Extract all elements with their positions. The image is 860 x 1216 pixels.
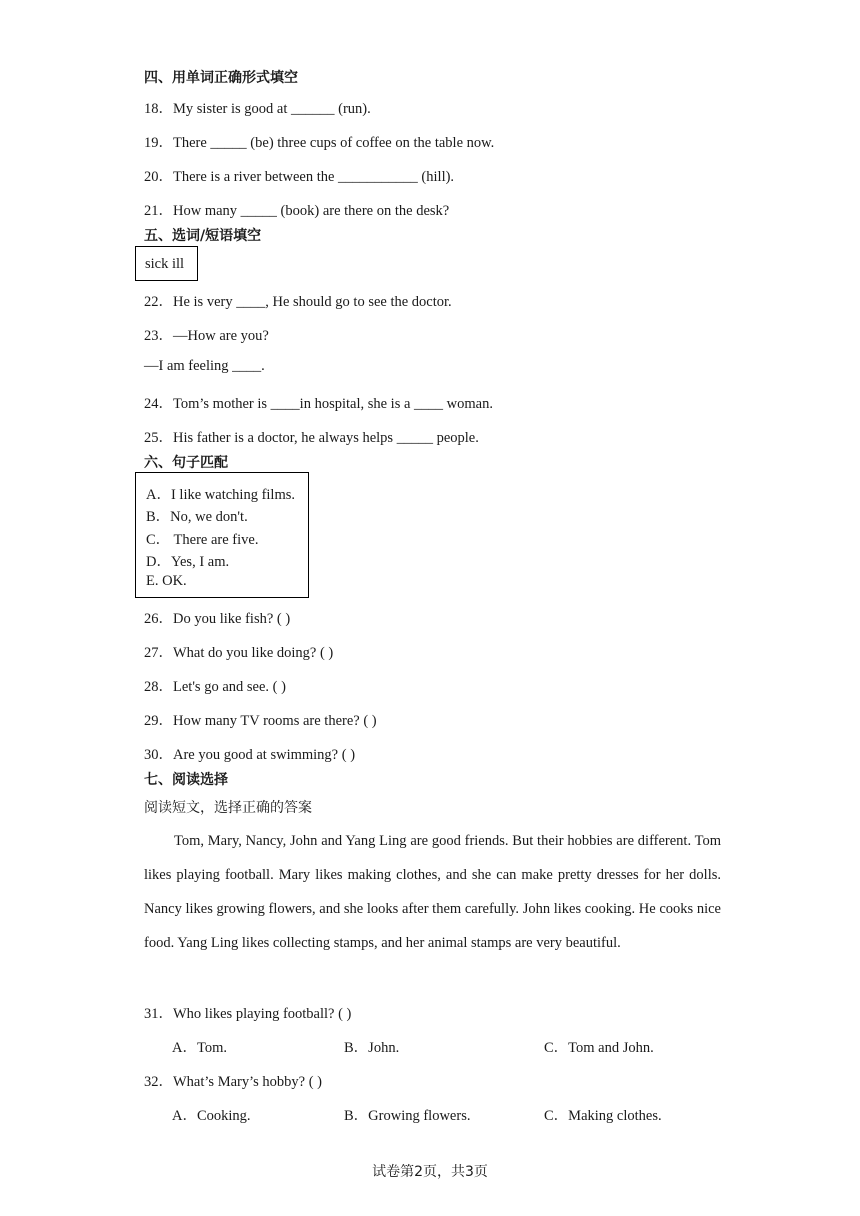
question-28: 28．Let's go and see. ( ) — [144, 679, 286, 695]
q31-option-c: C．Tom and John. — [544, 1040, 654, 1056]
reading-passage-text: Tom, Mary, Nancy, John and Yang Ling are good friends. But their hobbies are different. Tom likes playing football. Mary likes making clothes, and she can make pretty dresses for her dolls. Nancy likes growing flowers, and she looks after them carefully. John likes cooking. He cooks nice food. Yang Ling likes collecting stamps, and her animal stamps are very beautiful. — [144, 833, 721, 951]
q32-option-a: A．Cooking. — [172, 1108, 251, 1124]
q31-option-b: B．John. — [344, 1040, 400, 1056]
question-24: 24．Tom’s mother is ____in hospital, she is a ____ woman. — [144, 396, 493, 412]
question-20: 20．There is a river between the ___________ (hill). — [144, 169, 455, 185]
question-32: 32．What’s Mary’s hobby? ( ) — [144, 1074, 322, 1090]
question-18: 18．My sister is good at ______ (run). — [144, 101, 371, 117]
question-31: 31．Who likes playing football? ( ) — [144, 1006, 352, 1022]
option-b: B．No, we don't. — [146, 509, 248, 525]
option-e: E. OK. — [146, 573, 187, 589]
section-7-heading: 七、阅读选择 — [144, 772, 228, 788]
question-19: 19．There _____ (be) three cups of coffee on the table now. — [144, 135, 495, 151]
question-27: 27．What do you like doing? ( ) — [144, 645, 334, 661]
q32-option-b: B．Growing flowers. — [344, 1108, 471, 1124]
word-box-text: sick ill — [145, 256, 185, 272]
option-d: D．Yes, I am. — [146, 554, 230, 570]
reading-instruction: 阅读短文，选择正确的答案 — [144, 800, 312, 816]
section-5-heading: 五、选词/短语填空 — [144, 228, 262, 244]
q32-option-c: C．Making clothes. — [544, 1108, 662, 1124]
question-23: 23．—How are you? — [144, 328, 269, 344]
question-22: 22．He is very ____, He should go to see the doctor. — [144, 294, 452, 310]
options-box — [135, 472, 309, 598]
question-30: 30．Are you good at swimming? ( ) — [144, 747, 356, 763]
question-26: 26．Do you like fish? ( ) — [144, 611, 291, 627]
word-box — [135, 246, 198, 281]
question-21: 21．How many _____ (book) are there on the desk? — [144, 203, 450, 219]
question-23-reply: —I am feeling ____. — [144, 358, 265, 374]
question-25: 25．His father is a doctor, he always helps _____ people. — [144, 430, 479, 446]
option-a: A．I like watching films. — [146, 487, 296, 503]
question-29: 29．How many TV rooms are there? ( ) — [144, 713, 377, 729]
section-4-heading: 四、用单词正确形式填空 — [144, 70, 298, 86]
section-6-heading: 六、句子匹配 — [144, 455, 228, 471]
q31-option-a: A．Tom. — [172, 1040, 227, 1056]
option-c: C． There are five. — [146, 532, 259, 548]
reading-passage — [144, 824, 721, 960]
page-footer: 试卷第2页，共3页 — [372, 1164, 488, 1180]
